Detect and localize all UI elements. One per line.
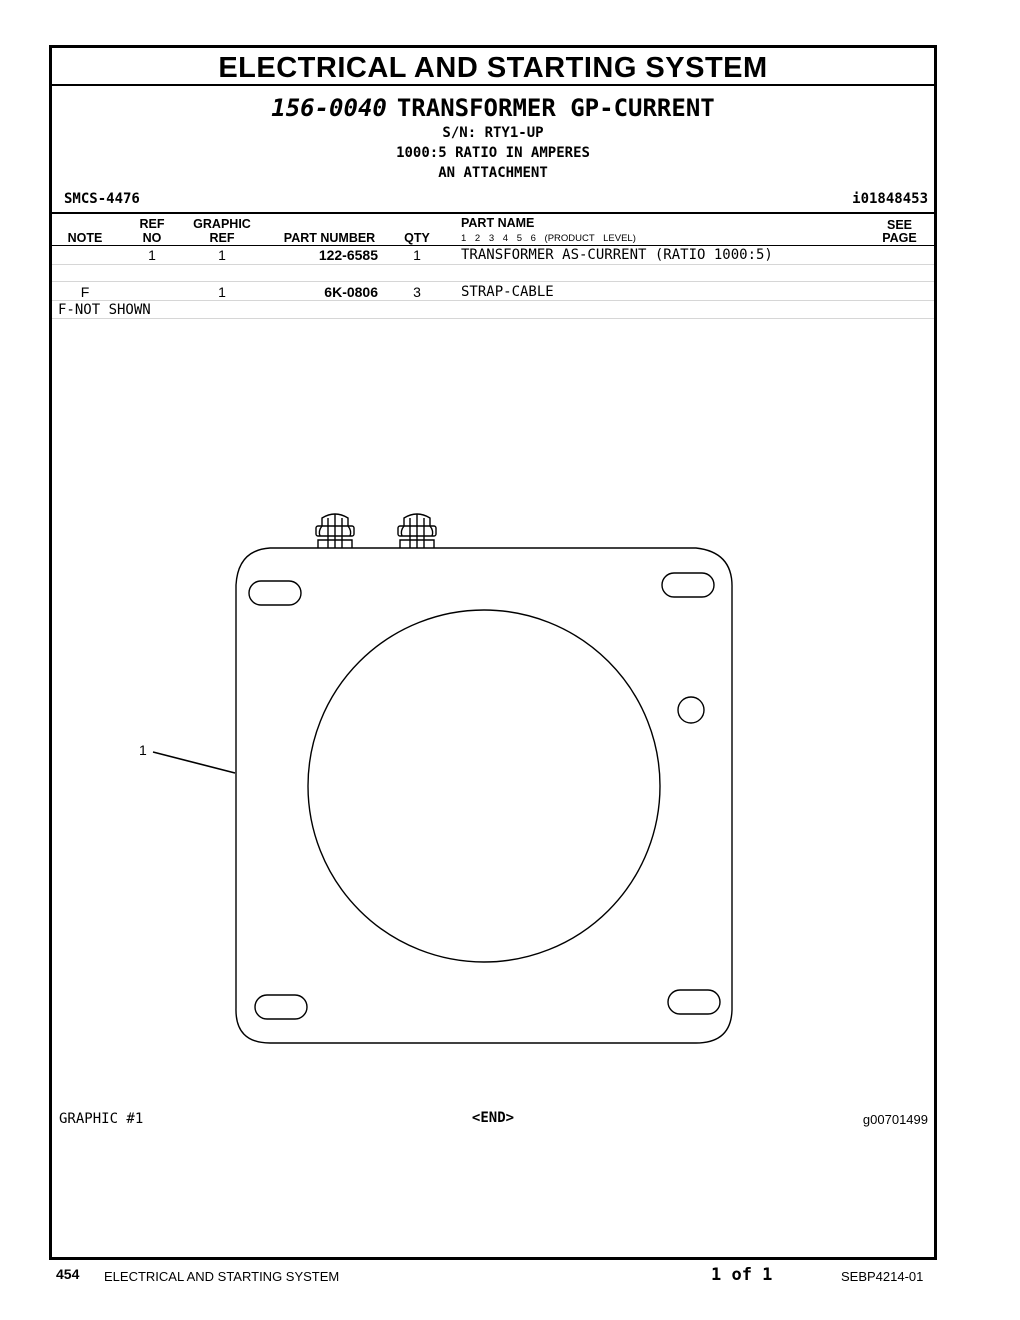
transformer-plate-outline (236, 548, 732, 1043)
ratio-note: 1000:5 RATIO IN AMPERES (396, 145, 590, 161)
row-ref-no: 1 (148, 247, 156, 263)
header-product-levels: 1 2 3 4 5 6 (PRODUCT LEVEL) (461, 233, 636, 244)
small-hole (678, 697, 704, 723)
section-title: ELECTRICAL AND STARTING SYSTEM (218, 52, 768, 84)
mounting-slot-top-left (249, 581, 301, 605)
group-number: 156-0040 (271, 94, 387, 122)
row-graphic-ref: 1 (218, 247, 226, 263)
header-ref-no-bottom: NO (142, 231, 162, 245)
row-part-number: 122-6585 (318, 247, 378, 263)
header-ref-no-top: REF (139, 217, 165, 231)
document-id: SEBP4214-01 (841, 1269, 924, 1284)
page-number: 454 (56, 1266, 80, 1282)
row-note: F (80, 284, 90, 300)
header-graphic-ref-top: GRAPHIC (193, 217, 251, 231)
attachment-note: AN ATTACHMENT (438, 165, 548, 181)
row-part-name: TRANSFORMER AS-CURRENT (RATIO 1000:5) (461, 247, 773, 263)
page-of-indicator: 1 of 1 (711, 1265, 773, 1285)
smcs-code: SMCS-4476 (64, 191, 140, 207)
callout-number: 1 (139, 742, 147, 758)
row-qty: 3 (413, 284, 421, 300)
group-name: TRANSFORMER GP-CURRENT (396, 94, 715, 122)
mounting-slot-bottom-right (668, 990, 720, 1014)
header-part-name: PART NAME (461, 216, 535, 230)
table-footnote: F-NOT SHOWN (58, 302, 151, 318)
footer-section-title: ELECTRICAL AND STARTING SYSTEM (104, 1269, 340, 1284)
callout-leader-line (153, 752, 235, 773)
header-see-page-bottom: PAGE (882, 231, 917, 245)
serial-number: S/N: RTY1-UP (442, 125, 544, 141)
row-part-number: 6K-0806 (324, 284, 378, 300)
mounting-slot-bottom-left (255, 995, 307, 1019)
row-graphic-ref: 1 (218, 284, 226, 300)
illustration-id: i01848453 (852, 191, 928, 207)
graphic-label: GRAPHIC #1 (59, 1111, 144, 1127)
header-graphic-ref-bottom: REF (209, 231, 235, 245)
row-part-name: STRAP-CABLE (461, 284, 554, 300)
terminal-stud-right (398, 514, 436, 548)
header-see-page-top: SEE (886, 218, 912, 232)
center-aperture (308, 610, 660, 962)
row-qty: 1 (413, 247, 421, 263)
header-note: NOTE (67, 231, 103, 245)
graphic-id: g00701499 (862, 1112, 928, 1127)
terminal-stud-left (316, 514, 354, 548)
header-qty: QTY (404, 231, 430, 245)
header-part-number: PART NUMBER (283, 231, 376, 245)
end-marker: <END> (471, 1110, 515, 1126)
mounting-slot-top-right (662, 573, 714, 597)
